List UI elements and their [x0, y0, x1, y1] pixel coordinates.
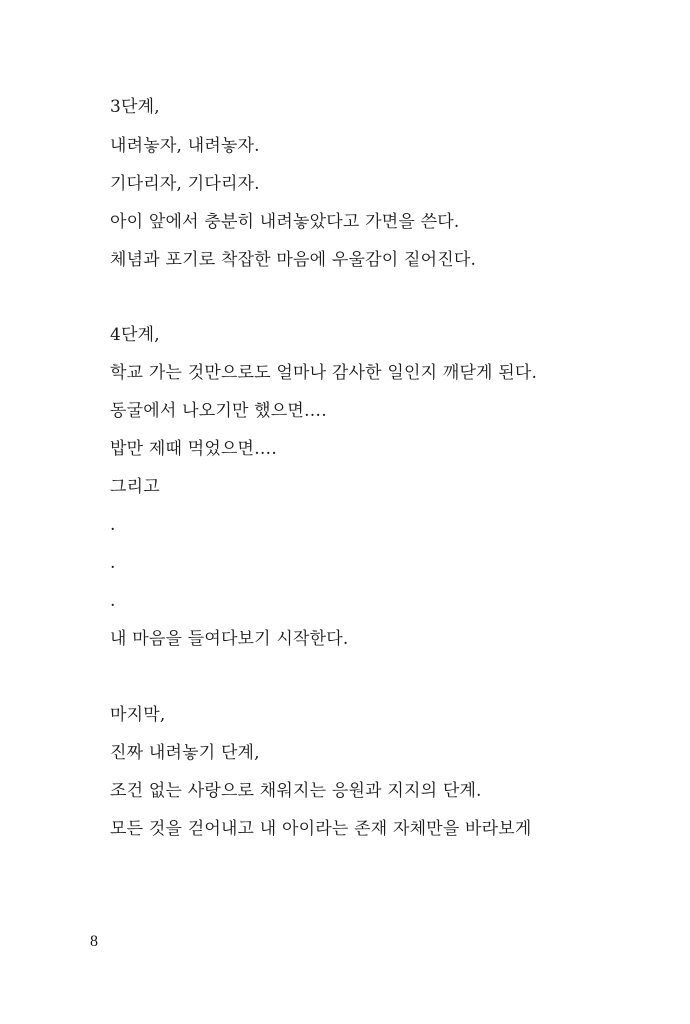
- section-4-heading: 4단계,: [110, 325, 160, 345]
- section-3-line: 아이 앞에서 충분히 내려놓았다고 가면을 쓴다.: [110, 212, 460, 232]
- page-number: 8: [90, 933, 98, 950]
- ellipsis-dot: .: [110, 553, 116, 573]
- section-4-line: 그리고: [110, 477, 160, 497]
- ellipsis-dot: .: [110, 591, 116, 611]
- section-3-heading: 3단계,: [110, 97, 160, 117]
- final-heading: 마지막,: [110, 705, 166, 725]
- section-4-line: 학교 가는 것만으로도 얼마나 감사한 일인지 깨닫게 된다.: [110, 363, 538, 383]
- section-3-line: 내려놓자, 내려놓자.: [110, 136, 260, 156]
- section-3-line: 체념과 포기로 착잡한 마음에 우울감이 짙어진다.: [110, 250, 477, 270]
- final-line: 진짜 내려놓기 단계,: [110, 743, 260, 763]
- final-line: 모든 것을 걷어내고 내 아이라는 존재 자체만을 바라보게: [110, 819, 532, 839]
- ellipsis-dot: .: [110, 515, 116, 535]
- section-4-line: 동굴에서 나오기만 했으면….: [110, 401, 327, 421]
- section-4-line: 내 마음을 들여다보기 시작한다.: [110, 629, 349, 649]
- section-4-line: 밥만 제때 먹었으면….: [110, 439, 277, 459]
- section-3-line: 기다리자, 기다리자.: [110, 174, 260, 194]
- final-line: 조건 없는 사랑으로 채워지는 응원과 지지의 단계.: [110, 781, 482, 801]
